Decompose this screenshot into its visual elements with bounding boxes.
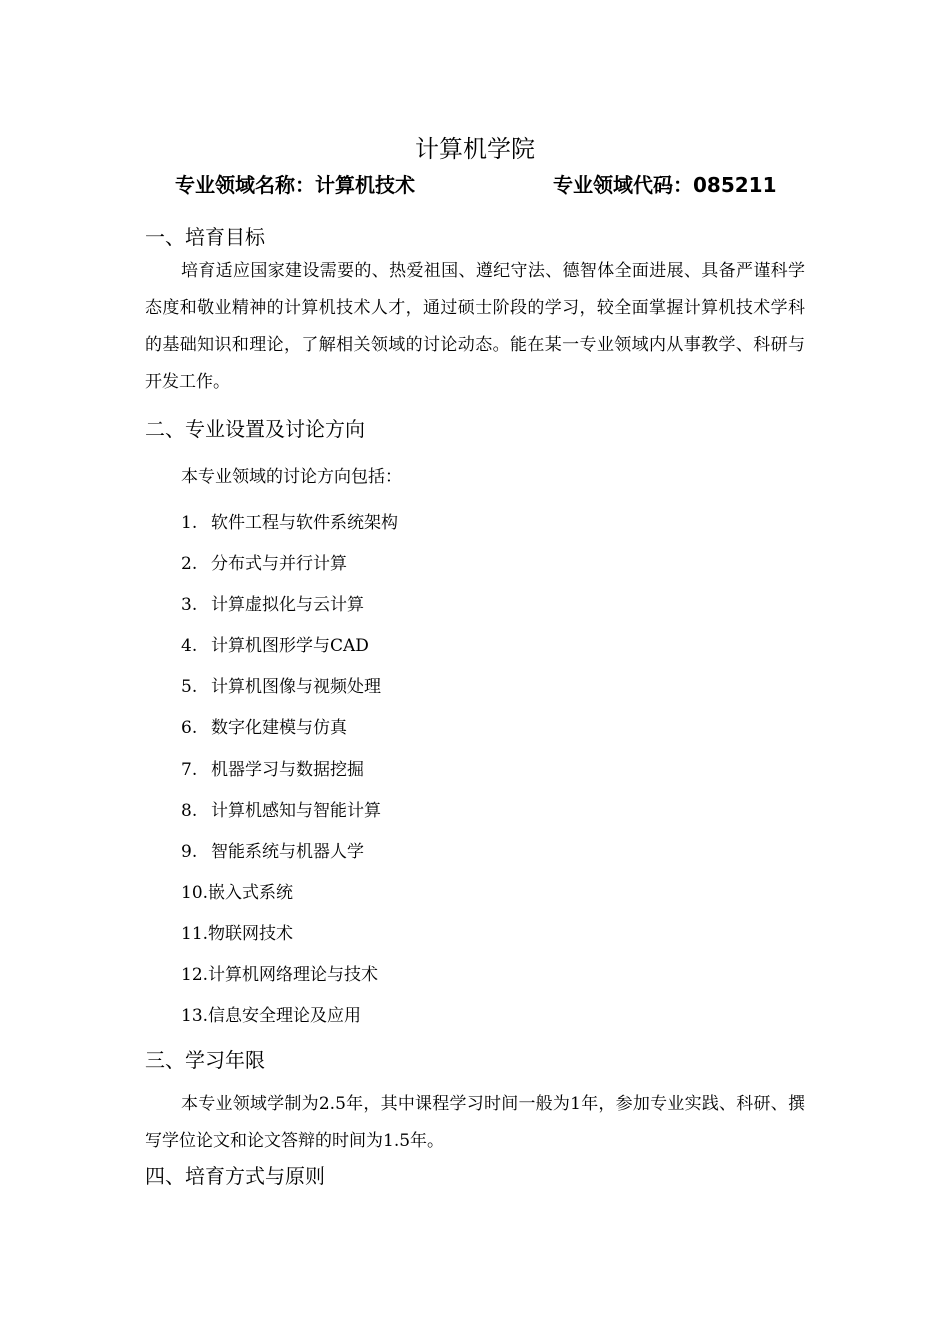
field-code: 专业领域代码：085211 <box>553 173 777 197</box>
list-item-number: 7. <box>181 759 198 780</box>
directions-list <box>181 511 398 1045</box>
section-heading-duration: 三、学习年限 <box>145 1048 265 1072</box>
list-item-text: 嵌入式系统 <box>208 882 294 903</box>
list-item-text: 计算机感知与智能计算 <box>211 800 381 821</box>
list-item-text: 计算机网络理论与技术 <box>208 965 379 986</box>
list-item-number: 6. <box>181 718 198 739</box>
goals-paragraph: 培育适应国家建设需要的、热爱祖国、遵纪守法、德智体全面进展、具备严谨科学态度和敬业精神的计算机技术人才，通过硕士阶段的学习，较全面掌握计算机技术学科的基础知识和理论，了解相关领域的讨论动态。能在某一专业领域内从事教学、科研与开发工作。 <box>145 261 805 392</box>
list-item <box>181 593 398 634</box>
list-item <box>181 675 398 716</box>
list-item-text: 计算虚拟化与云计算 <box>211 595 364 616</box>
list-item-text: 计算机图像与视频处理 <box>211 677 381 698</box>
field-name: 专业领域名称：计算机技术 <box>175 173 415 197</box>
section-heading-training: 四、培育方式与原则 <box>145 1164 325 1188</box>
list-item <box>181 758 398 799</box>
list-item-text: 智能系统与机器人学 <box>211 841 364 862</box>
list-item-number: 5. <box>181 677 198 698</box>
directions-intro-emphasis: 专业领域的 <box>198 467 283 487</box>
duration-paragraph: 本专业领域学制为2.5年，其中课程学习时间一般为1年，参加专业实践、科研、撰写学位论文和论文答辩的时间为1.5年。 <box>145 1094 805 1151</box>
list-item-number: 2. <box>181 554 198 575</box>
list-item <box>181 799 398 840</box>
list-item <box>181 881 398 922</box>
list-item-text: 机器学习与数据挖掘 <box>211 759 364 780</box>
list-item <box>181 552 398 593</box>
list-item <box>181 634 398 675</box>
list-item <box>181 840 398 881</box>
list-item-number: 9. <box>181 841 198 862</box>
list-item-number: 1. <box>181 513 198 533</box>
section-heading-directions: 二、专业设置及讨论方向 <box>145 417 365 441</box>
list-item <box>181 716 398 757</box>
directions-intro-suffix: 讨论方向包括： <box>283 467 402 487</box>
list-item-number: 11. <box>181 923 209 944</box>
list-item <box>181 1004 398 1045</box>
list-item-text: 信息安全理论及应用 <box>208 1006 362 1027</box>
list-item-number: 13. <box>181 1006 209 1027</box>
list-item-number: 10. <box>181 882 209 903</box>
list-item-text: 软件工程与软件系统架构 <box>211 513 398 533</box>
list-item-text: 计算机图形学与CAD <box>211 636 369 657</box>
list-item-text: 数字化建模与仿真 <box>211 718 347 739</box>
list-item-number: 12. <box>181 965 209 986</box>
directions-intro <box>181 465 402 489</box>
list-item <box>181 963 398 1004</box>
list-item-text: 分布式与并行计算 <box>211 554 347 575</box>
list-item-number: 4. <box>181 636 198 657</box>
list-item-text: 物联网技术 <box>208 923 294 944</box>
list-item <box>181 511 398 552</box>
page-title: 计算机学院 <box>415 135 535 163</box>
directions-intro-prefix: 本 <box>181 467 198 487</box>
list-item-number: 8. <box>181 800 198 821</box>
list-item-number: 3. <box>181 595 198 616</box>
list-item <box>181 922 398 963</box>
section-heading-goals: 一、培育目标 <box>145 225 265 249</box>
